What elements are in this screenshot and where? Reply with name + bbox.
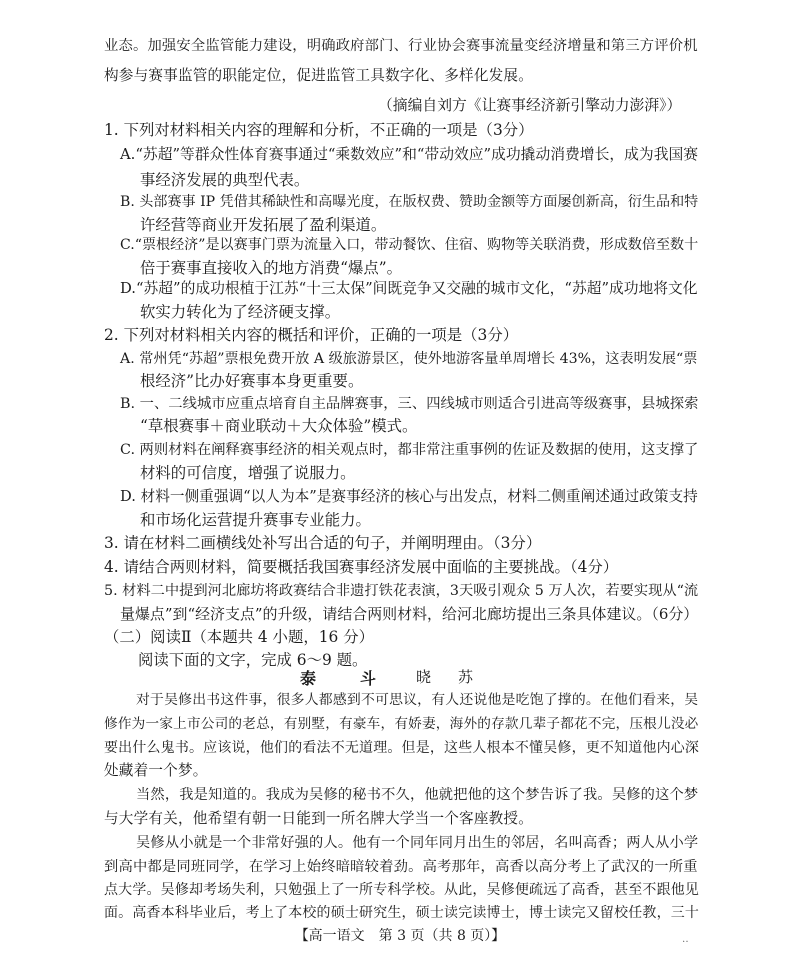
q2-option-c-line-2: 材料的可信度，增强了说服力。	[140, 464, 356, 482]
q1-option-c-line-2: 倍于赛事直接收入的地方消费“爆点”。	[140, 259, 402, 277]
story-p1-line-2: 修作为一家上市公司的老总，有别墅，有豪车，有娇妻，海外的存款几辈子都花不完，压根儿没必	[104, 716, 699, 732]
source-citation: （摘编自刘方《让赛事经济新引擎动力澎湃》）	[378, 97, 682, 114]
story-p1-line-3: 要出什么鬼书。应该说，他们的看法不无道理。但是，这些人根本不懂吴修，更不知道他内心深	[104, 740, 700, 756]
q4-stem: 4. 请结合两则材料，简要概括我国赛事经济发展中面临的主要挑战。（4分）	[104, 558, 619, 576]
q2-option-b-line-1: B. 一、二线城市应重点培育自主品牌赛事，三、四线城市则适合引进高等级赛事，县城探索	[120, 396, 699, 412]
q1-option-b-line-1: B. 头部赛事 IP 凭借其稀缺性和高曝光度，在版权费、赞助金额等方面屡创新高，衍生品和特	[120, 194, 699, 210]
story-p3-line-2: 到高中都是同班同学，在学习上始终暗暗较着劲。高考那年，高香以高分考上了武汉的一所重	[104, 859, 698, 875]
story-p2-line-2: 与大学有关，他希望有朝一日能到一所名牌大学当一个客座教授。	[104, 810, 534, 827]
corner-mark: ‥	[682, 934, 689, 945]
q3-stem: 3. 请在材料二画横线处补写出合适的句子，并阐明理由。（3分）	[104, 534, 542, 552]
q2-option-d-line-2: 和市场化运营提升赛事专业能力。	[140, 511, 371, 529]
q1-stem: 1. 下列对材料相关内容的理解和分析，不正确的一项是（3分）	[104, 121, 534, 139]
story-p3-line-1: 吴修从小就是一个非常好强的人。他有一个同年同月出生的邻居，名叫高香；两人从小学	[136, 835, 699, 851]
q2-option-c-line-1: C. 两则材料在阐释赛事经济的相关观点时，都非常注重事例的佐证及数据的使用，这支撑了	[120, 442, 699, 458]
q2-option-b-line-2: “草根赛事＋商业联动＋大众体验”模式。	[140, 417, 418, 435]
q1-option-a-line-2: 事经济发展的典型代表。	[140, 171, 310, 189]
q1-option-d-line-1: D.“苏超”的成功根植于江苏“十三太保”间既竞争又交融的城市文化，“苏超”成功地将文化	[120, 280, 698, 297]
intro-line-2: 构参与赛事监管的职能定位，促进监管工具数字化、多样化发展。	[104, 67, 534, 84]
q2-option-a-line-1: A. 常州凭“苏超”票根免费开放 A 级旅游景区，使外地游客量单周增长 43%，这表明发展“票	[120, 351, 698, 367]
page-footer: 【高一语文 第 3 页（共 8 页）】	[294, 928, 506, 944]
q5-stem-line-2: 量爆点”到“经济支点”的升级，请结合两则材料，给河北廊坊提出三条具体建议。（6分）	[120, 605, 699, 623]
story-p1-line-4: 处藏着一个梦。	[104, 762, 208, 779]
q5-stem-line-1: 5. 材料二中提到河北廊坊将政赛结合非遗打铁花表演，3天吸引观众 5 万人次，若要实现从“流	[104, 583, 699, 599]
story-author: 晓 苏	[416, 668, 480, 686]
q2-option-d-line-1: D. 材料一侧重强调“以人为本”是赛事经济的核心与出发点，材料二侧重阐述通过政策支持	[120, 488, 698, 505]
section-2-instruction: 阅读下面的文字，完成 6～9 题。	[138, 651, 368, 669]
q1-option-b-line-2: 许经营等商业开发拓展了盈利渠道。	[140, 216, 387, 234]
q1-option-d-line-2: 软实力转化为了经济硬支撑。	[140, 303, 341, 321]
q2-option-a-line-2: 根经济”比办好赛事本身更重要。	[140, 372, 364, 390]
q2-stem: 2. 下列对材料相关内容的概括和评价，正确的一项是（3分）	[104, 326, 519, 344]
story-title: 泰 斗	[300, 669, 391, 688]
story-p3-line-4: 面。高香本科毕业后，考上了本校的硕士研究生，硕士读完读博士，博士读完又留校任教，三十	[104, 905, 700, 921]
story-p2-line-1: 当然，我是知道的。我成为吴修的秘书不久，他就把他的这个梦告诉了我。吴修的这个梦	[136, 787, 699, 803]
q1-option-c-line-1: C.“票根经济”是以赛事门票为流量入口，带动餐饮、住宿、购物等关联消费，形成数倍至数十	[120, 237, 699, 253]
story-p3-line-3: 点大学。吴修却考场失利，只勉强上了一所专科学校。从此，吴修便疏远了高香，甚至不跟他见	[104, 882, 700, 898]
q1-option-a-line-1: A.“苏超”等群众性体育赛事通过“乘数效应”和“带动效应”成功撬动消费增长，成为我国赛	[120, 146, 699, 163]
section-2-heading: （二）阅读Ⅱ（本题共 4 小题，16 分）	[104, 628, 374, 646]
story-p1-line-1: 对于吴修出书这件事，很多人都感到不可思议，有人还说他是吃饱了撑的。在他们看来，吴	[136, 692, 699, 708]
intro-line-1: 业态。加强安全监管能力建设，明确政府部门、行业协会赛事流量变经济增量和第三方评价机	[104, 38, 698, 54]
